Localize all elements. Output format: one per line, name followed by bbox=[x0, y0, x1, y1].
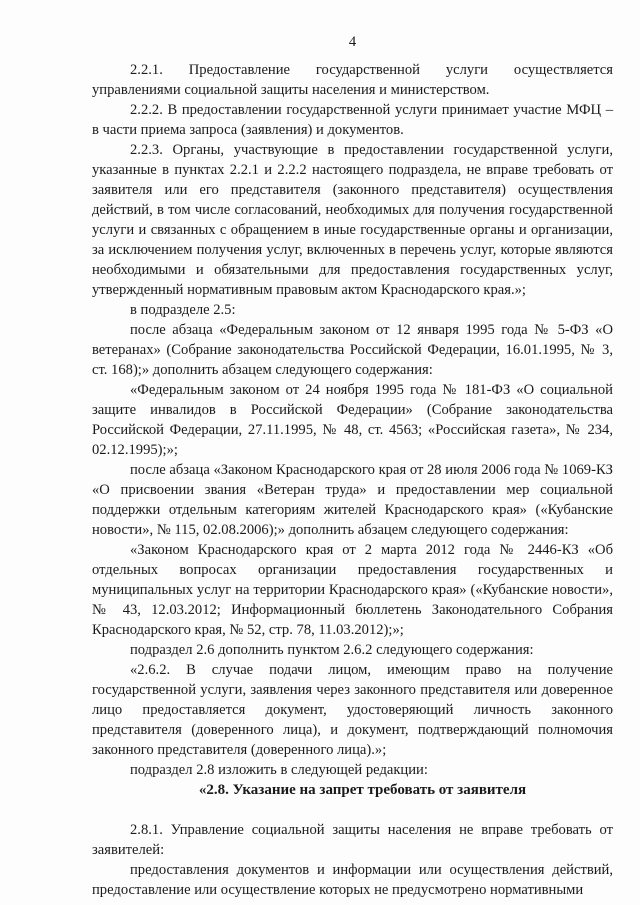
paragraph-requirements: предоставления документов и информации или осуществления действий, предоставление или осуществление которых не предусмотрено нормативными bbox=[92, 862, 613, 898]
paragraph-subsection-2-8: подраздел 2.8 изложить в следующей редакции: bbox=[130, 762, 428, 778]
paragraph-after-veterans-law: после абзаца «Федеральным законом от 12 января 1995 года № 5-ФЗ «О ветеранах» (Собрание законодательства Российской Федерации, 16.01.1995, № 3, ст. 168);» дополнить абзацем следующего содержания: bbox=[92, 322, 613, 378]
paragraph-kz-2446: «Законом Краснодарского края от 2 марта 2012 года № 2446-КЗ «Об отдельных вопросах организации предоставления государственных и муниципальных услуг на территории Краснодарского края» («Кубанские новости», № 43, 12.03.2012; Информационный бюллетень Законодательного Собрания Краснодарского края, № 52, стр. 78, 11.03.2012);»; bbox=[92, 542, 613, 638]
body-text-top bbox=[92, 60, 613, 780]
paragraph-after-kz-1069: после абзаца «Законом Краснодарского края от 28 июля 2006 года № 1069-КЗ «О присвоении звания «Ветеран труда» и предоставлении мер социальной поддержки отдельным категориям жителей Краснодарского края» («Кубанские новости», № 115, 02.08.2006);» дополнить абзацем следующего содержания: bbox=[92, 462, 613, 538]
paragraph-disabled-law: «Федеральным законом от 24 ноября 1995 года № 181-ФЗ «О социальной защите инвалидов в Российской Федерации» (Собрание законодательства Российской Федерации, 27.11.1995, № 48, ст. 4563; «Российская газета», № 234, 02.12.1995);»; bbox=[92, 382, 613, 458]
paragraph-subsection-2-6: подраздел 2.6 дополнить пунктом 2.6.2 следующего содержания: bbox=[130, 642, 534, 658]
paragraph-2-6-2: «2.6.2. В случае подачи лицом, имеющим право на получение государственной услуги, заявления через законного представителя или доверенное лицо предоставляется документ, удостоверяющий личность законного представителя (доверенного лица), и документ, подтверждающий полномочия законного представителя (доверенного лица).»; bbox=[92, 662, 613, 758]
page-number: 4 bbox=[348, 34, 357, 50]
paragraph-2-2-2: 2.2.2. В предоставлении государственной услуги принимает участие МФЦ – в части приема запроса (заявления) и документов. bbox=[92, 102, 613, 138]
body-text-bottom bbox=[92, 820, 613, 900]
paragraph-2-2-3: 2.2.3. Органы, участвующие в предоставлении государственной услуги, указанные в пунктах 2.2.1 и 2.2.2 настоящего подраздела, не вправе требовать от заявителя или его представителя (законного представителя) осуществления действий, в том числе согласований, необходимых для получения государственной услуги и связанных с обращением в иные государственные органы и организации, за исключением получения услуг, включенных в перечень услуг, которые являются необходимыми и обязательными для предоставления государственных услуг, утвержденный нормативным правовым актом Краснодарского края.»; bbox=[92, 142, 613, 298]
section-heading-2-8: «2.8. Указание на запрет требовать от заявителя bbox=[198, 782, 527, 798]
paragraph-2-8-1: 2.8.1. Управление социальной защиты населения не вправе требовать от заявителей: bbox=[92, 822, 613, 858]
paragraph-subsection-2-5: в подразделе 2.5: bbox=[130, 302, 236, 318]
spacer bbox=[92, 800, 613, 820]
paragraph-2-2-1: 2.2.1. Предоставление государственной услуги осуществляется управлениями социальной защиты населения и министерством. bbox=[92, 62, 613, 98]
